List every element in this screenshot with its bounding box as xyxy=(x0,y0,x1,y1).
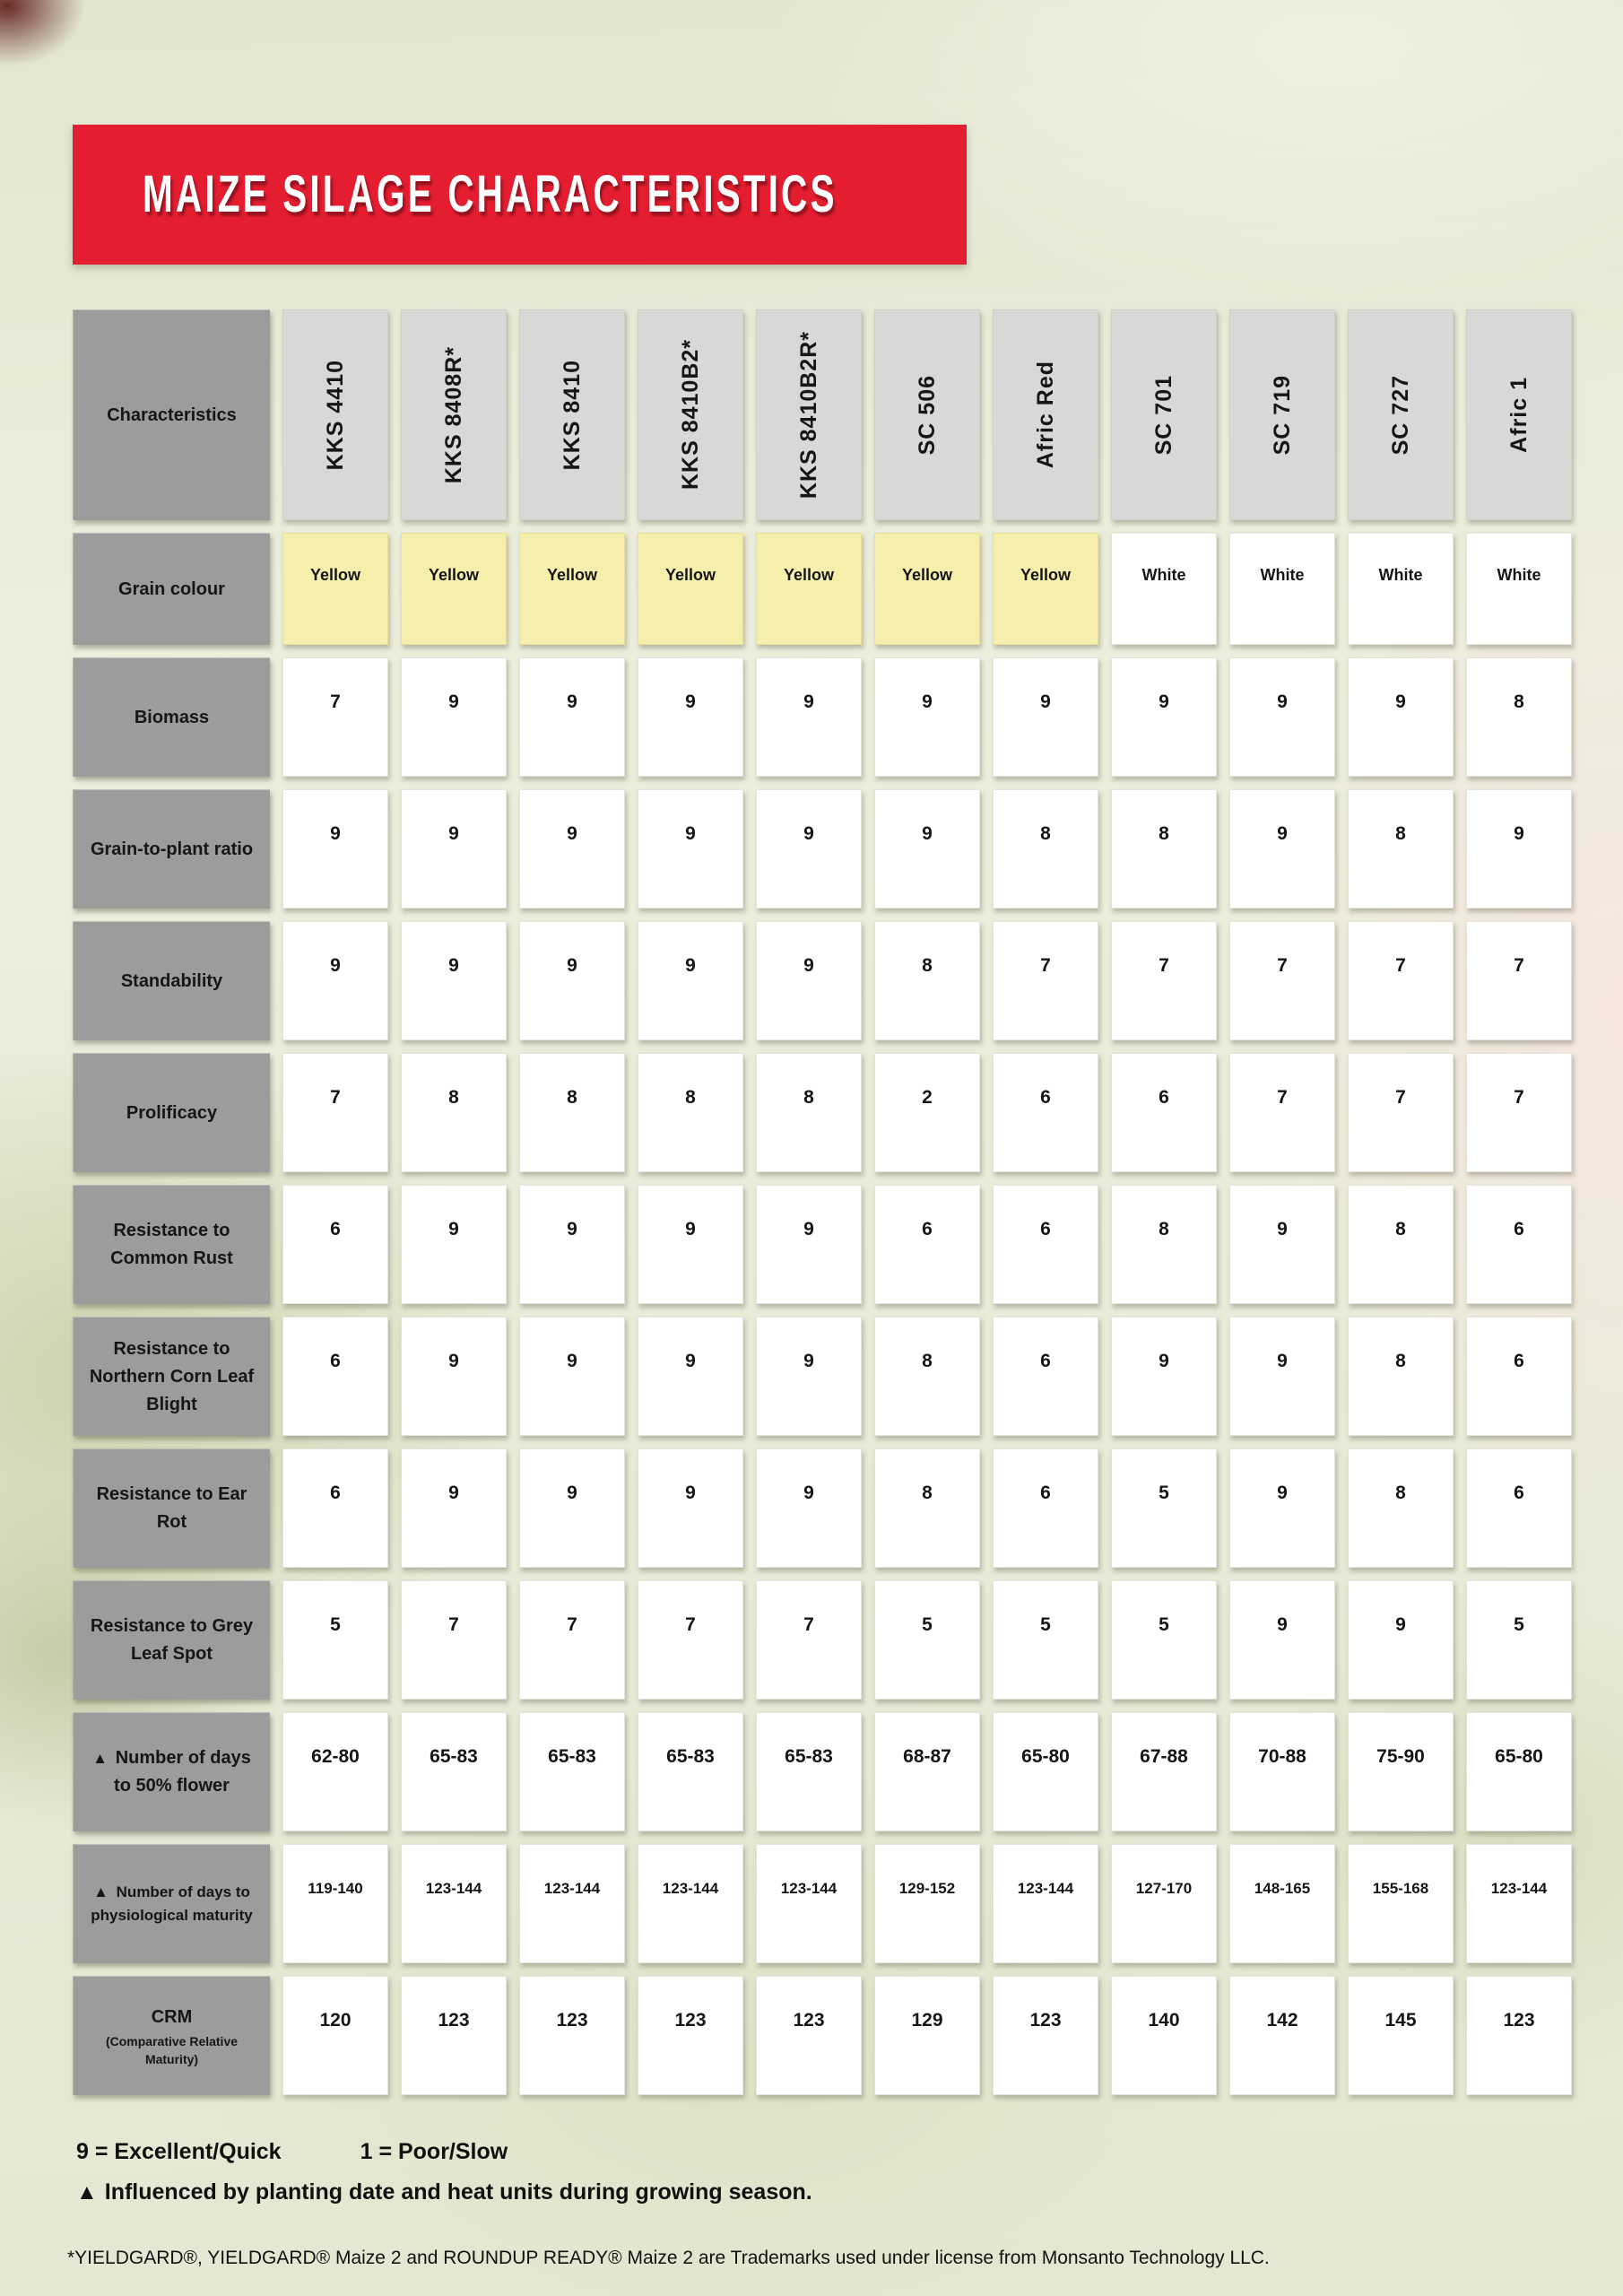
cell-resistance-common-rust-afric-red: 6 xyxy=(993,1185,1098,1304)
cell-standability-sc-719: 7 xyxy=(1229,921,1335,1040)
row-label: Standability xyxy=(120,970,223,991)
cell-biomass-sc-701: 9 xyxy=(1111,657,1217,777)
cell-resistance-ear-rot-sc-727: 8 xyxy=(1348,1448,1454,1568)
row-label-resistance-grey-leaf-spot xyxy=(73,1580,270,1700)
triangle-icon: ▲ xyxy=(76,2180,98,2205)
variety-header-label: SC 506 xyxy=(914,374,940,456)
cell-resistance-ear-rot-afric-1: 6 xyxy=(1466,1448,1572,1568)
cell-grain-colour-kks-8410: Yellow xyxy=(519,533,625,645)
cell-biomass-afric-1: 8 xyxy=(1466,657,1572,777)
cell-resistance-grey-leaf-spot-sc-701: 5 xyxy=(1111,1580,1217,1700)
cell-grain-to-plant-ratio-afric-1: 9 xyxy=(1466,789,1572,909)
cell-grain-to-plant-ratio-kks-8410b2r-: 9 xyxy=(756,789,862,909)
cell-prolificacy-afric-red: 6 xyxy=(993,1053,1098,1172)
cell-crm-kks-8408r-: 123 xyxy=(401,1976,507,2095)
variety-header-label: KKS 8410B2R* xyxy=(795,330,821,500)
legend-poor: 1 = Poor/Slow xyxy=(360,2139,508,2164)
cell-resistance-grey-leaf-spot-kks-8410b2-: 7 xyxy=(638,1580,743,1700)
cell-grain-to-plant-ratio-sc-506: 9 xyxy=(874,789,980,909)
note-text: Influenced by planting date and heat units during growing season. xyxy=(104,2179,812,2205)
cell-crm-kks-8410: 123 xyxy=(519,1976,625,2095)
variety-header-sc-506 xyxy=(874,309,980,520)
triangle-icon: ▲ xyxy=(92,1750,112,1767)
cell-resistance-common-rust-kks-8410b2r-: 9 xyxy=(756,1185,862,1304)
row-label-text xyxy=(118,576,225,604)
cell-crm-sc-719: 142 xyxy=(1229,1976,1335,2095)
cell-resistance-northern-corn-leaf-blight-afric-1: 6 xyxy=(1466,1317,1572,1436)
row-label-text xyxy=(121,968,222,996)
row-label-resistance-ear-rot xyxy=(73,1448,270,1568)
cell-resistance-common-rust-sc-701: 8 xyxy=(1111,1185,1217,1304)
cell-biomass-kks-8410b2r-: 9 xyxy=(756,657,862,777)
planting-date-note xyxy=(76,2179,812,2205)
cell-resistance-northern-corn-leaf-blight-sc-727: 8 xyxy=(1348,1317,1454,1436)
cell-resistance-northern-corn-leaf-blight-afric-red: 6 xyxy=(993,1317,1098,1436)
variety-header-sc-727 xyxy=(1348,309,1454,520)
cell-biomass-sc-727: 9 xyxy=(1348,657,1454,777)
row-label-text xyxy=(86,1881,257,1928)
cell-resistance-ear-rot-sc-701: 5 xyxy=(1111,1448,1217,1568)
cell-resistance-ear-rot-kks-8410: 9 xyxy=(519,1448,625,1568)
row-label-days-to-physiological-maturity xyxy=(73,1844,270,1963)
cell-biomass-kks-8408r-: 9 xyxy=(401,657,507,777)
cell-resistance-common-rust-kks-8408r-: 9 xyxy=(401,1185,507,1304)
row-label-text xyxy=(86,1744,257,1800)
cell-prolificacy-sc-701: 6 xyxy=(1111,1053,1217,1172)
cell-crm-afric-red: 123 xyxy=(993,1976,1098,2095)
cell-prolificacy-kks-8408r-: 8 xyxy=(401,1053,507,1172)
cell-days-to-physiological-maturity-sc-701: 127-170 xyxy=(1111,1844,1217,1963)
cell-resistance-common-rust-kks-4410: 6 xyxy=(282,1185,388,1304)
cell-resistance-ear-rot-kks-8410b2-: 9 xyxy=(638,1448,743,1568)
cell-grain-to-plant-ratio-kks-8410: 9 xyxy=(519,789,625,909)
cell-prolificacy-kks-8410b2r-: 8 xyxy=(756,1053,862,1172)
variety-header-sc-719 xyxy=(1229,309,1335,520)
cell-crm-sc-727: 145 xyxy=(1348,1976,1454,2095)
cell-crm-afric-1: 123 xyxy=(1466,1976,1572,2095)
row-label: Resistance to Grey Leaf Spot xyxy=(90,1616,254,1664)
cell-days-to-50-flower-kks-4410: 62-80 xyxy=(282,1712,388,1831)
cell-days-to-physiological-maturity-sc-719: 148-165 xyxy=(1229,1844,1335,1963)
cell-resistance-northern-corn-leaf-blight-kks-8410b2r-: 9 xyxy=(756,1317,862,1436)
cell-standability-kks-4410: 9 xyxy=(282,921,388,1040)
variety-header-label: Afric Red xyxy=(1032,361,1058,469)
cell-biomass-kks-8410b2-: 9 xyxy=(638,657,743,777)
cell-biomass-sc-506: 9 xyxy=(874,657,980,777)
cell-biomass-kks-8410: 9 xyxy=(519,657,625,777)
cell-standability-sc-701: 7 xyxy=(1111,921,1217,1040)
cell-resistance-northern-corn-leaf-blight-sc-701: 9 xyxy=(1111,1317,1217,1436)
row-label-biomass xyxy=(73,657,270,777)
row-label-text xyxy=(86,1613,257,1668)
cell-prolificacy-kks-8410: 8 xyxy=(519,1053,625,1172)
row-label-text xyxy=(126,1100,217,1127)
cell-grain-to-plant-ratio-afric-red: 8 xyxy=(993,789,1098,909)
cell-grain-colour-afric-1: White xyxy=(1466,533,1572,645)
cell-resistance-ear-rot-sc-719: 9 xyxy=(1229,1448,1335,1568)
row-label: Resistance to Common Rust xyxy=(110,1221,233,1268)
cell-standability-kks-8410: 9 xyxy=(519,921,625,1040)
variety-header-afric-red xyxy=(993,309,1098,520)
cell-resistance-grey-leaf-spot-afric-1: 5 xyxy=(1466,1580,1572,1700)
cell-grain-to-plant-ratio-kks-8408r-: 9 xyxy=(401,789,507,909)
rating-legend xyxy=(76,2139,508,2165)
variety-header-label: SC 719 xyxy=(1269,374,1295,456)
cell-crm-kks-8410b2r-: 123 xyxy=(756,1976,862,2095)
cell-grain-colour-kks-8408r-: Yellow xyxy=(401,533,507,645)
cell-resistance-common-rust-sc-727: 8 xyxy=(1348,1185,1454,1304)
cell-days-to-50-flower-kks-8410: 65-83 xyxy=(519,1712,625,1831)
variety-header-label: SC 727 xyxy=(1387,374,1413,456)
title-banner xyxy=(73,125,967,265)
cell-days-to-physiological-maturity-sc-506: 129-152 xyxy=(874,1844,980,1963)
variety-header-afric-1 xyxy=(1466,309,1572,520)
cell-resistance-grey-leaf-spot-sc-727: 9 xyxy=(1348,1580,1454,1700)
row-label-days-to-50-flower xyxy=(73,1712,270,1831)
cell-resistance-northern-corn-leaf-blight-kks-8410: 9 xyxy=(519,1317,625,1436)
cell-resistance-grey-leaf-spot-kks-8410b2r-: 7 xyxy=(756,1580,862,1700)
cell-crm-sc-506: 129 xyxy=(874,1976,980,2095)
cell-resistance-ear-rot-afric-red: 6 xyxy=(993,1448,1098,1568)
maize-silage-characteristics-table xyxy=(73,309,1572,2095)
row-label: Grain-to-plant ratio xyxy=(90,839,254,859)
variety-header-kks-8410 xyxy=(519,309,625,520)
cell-prolificacy-kks-4410: 7 xyxy=(282,1053,388,1172)
cell-resistance-grey-leaf-spot-kks-8410: 7 xyxy=(519,1580,625,1700)
cell-grain-to-plant-ratio-sc-727: 8 xyxy=(1348,789,1454,909)
cell-days-to-50-flower-sc-506: 68-87 xyxy=(874,1712,980,1831)
variety-header-sc-701 xyxy=(1111,309,1217,520)
cell-resistance-common-rust-kks-8410b2-: 9 xyxy=(638,1185,743,1304)
variety-header-label: Afric 1 xyxy=(1506,377,1532,453)
cell-days-to-physiological-maturity-afric-1: 123-144 xyxy=(1466,1844,1572,1963)
cell-grain-colour-kks-8410b2r-: Yellow xyxy=(756,533,862,645)
cell-days-to-50-flower-afric-red: 65-80 xyxy=(993,1712,1098,1831)
cell-resistance-common-rust-afric-1: 6 xyxy=(1466,1185,1572,1304)
row-sublabel: (Comparative Relative Maturity) xyxy=(105,2033,239,2066)
cell-days-to-50-flower-kks-8410b2r-: 65-83 xyxy=(756,1712,862,1831)
row-label: Resistance to Ear Rot xyxy=(96,1484,247,1532)
cell-grain-colour-sc-506: Yellow xyxy=(874,533,980,645)
page-title: MAIZE SILAGE CHARACTERISTICS xyxy=(143,165,838,224)
row-label: Number of days to physiological maturity xyxy=(91,1883,253,1924)
cell-resistance-ear-rot-kks-8408r-: 9 xyxy=(401,1448,507,1568)
row-label-resistance-common-rust xyxy=(73,1185,270,1304)
cell-days-to-physiological-maturity-kks-8410b2r-: 123-144 xyxy=(756,1844,862,1963)
cell-days-to-physiological-maturity-kks-8408r-: 123-144 xyxy=(401,1844,507,1963)
cell-resistance-grey-leaf-spot-sc-719: 9 xyxy=(1229,1580,1335,1700)
variety-header-label: KKS 8410B2* xyxy=(677,339,703,491)
trademark-footnote: *YIELDGARD®, YIELDGARD® Maize 2 and ROUNDUP READY® Maize 2 are Trademarks used under license from Monsanto Technology LLC. xyxy=(67,2248,1270,2268)
variety-header-label: KKS 8410 xyxy=(559,359,585,471)
cell-grain-colour-afric-red: Yellow xyxy=(993,533,1098,645)
cell-days-to-physiological-maturity-afric-red: 123-144 xyxy=(993,1844,1098,1963)
cell-resistance-grey-leaf-spot-afric-red: 5 xyxy=(993,1580,1098,1700)
cell-biomass-afric-red: 9 xyxy=(993,657,1098,777)
cell-resistance-common-rust-sc-506: 6 xyxy=(874,1185,980,1304)
cell-standability-kks-8410b2r-: 9 xyxy=(756,921,862,1040)
cell-standability-kks-8408r-: 9 xyxy=(401,921,507,1040)
cell-resistance-ear-rot-sc-506: 8 xyxy=(874,1448,980,1568)
variety-header-kks-4410 xyxy=(282,309,388,520)
cell-grain-to-plant-ratio-kks-8410b2-: 9 xyxy=(638,789,743,909)
corner-label-characteristics: Characteristics xyxy=(73,309,270,520)
row-label-text xyxy=(86,1217,257,1273)
cell-resistance-northern-corn-leaf-blight-sc-506: 8 xyxy=(874,1317,980,1436)
row-label-resistance-northern-corn-leaf-blight xyxy=(73,1317,270,1436)
cell-grain-to-plant-ratio-sc-701: 8 xyxy=(1111,789,1217,909)
variety-header-label: KKS 4410 xyxy=(322,359,348,471)
cell-resistance-common-rust-kks-8410: 9 xyxy=(519,1185,625,1304)
triangle-icon: ▲ xyxy=(93,1883,113,1900)
cell-days-to-physiological-maturity-kks-4410: 119-140 xyxy=(282,1844,388,1963)
cell-days-to-physiological-maturity-kks-8410b2-: 123-144 xyxy=(638,1844,743,1963)
legend-excellent: 9 = Excellent/Quick xyxy=(76,2139,282,2164)
cell-resistance-northern-corn-leaf-blight-kks-8408r-: 9 xyxy=(401,1317,507,1436)
cell-days-to-50-flower-sc-719: 70-88 xyxy=(1229,1712,1335,1831)
cell-biomass-sc-719: 9 xyxy=(1229,657,1335,777)
variety-header-label: SC 701 xyxy=(1150,374,1176,456)
row-label-grain-to-plant-ratio xyxy=(73,789,270,909)
variety-header-kks-8410b2- xyxy=(638,309,743,520)
cell-biomass-kks-4410: 7 xyxy=(282,657,388,777)
row-label: Grain colour xyxy=(118,578,225,599)
row-label: CRM xyxy=(151,2006,193,2027)
variety-header-label: KKS 8408R* xyxy=(440,345,466,484)
cell-days-to-50-flower-kks-8408r-: 65-83 xyxy=(401,1712,507,1831)
row-label: Prolificacy xyxy=(126,1102,218,1123)
cell-resistance-northern-corn-leaf-blight-kks-8410b2-: 9 xyxy=(638,1317,743,1436)
cell-prolificacy-sc-719: 7 xyxy=(1229,1053,1335,1172)
cell-crm-kks-8410b2-: 123 xyxy=(638,1976,743,2095)
row-label-text xyxy=(86,1481,257,1536)
cell-days-to-physiological-maturity-kks-8410: 123-144 xyxy=(519,1844,625,1963)
cell-standability-sc-506: 8 xyxy=(874,921,980,1040)
cell-grain-to-plant-ratio-kks-4410: 9 xyxy=(282,789,388,909)
cell-days-to-physiological-maturity-sc-727: 155-168 xyxy=(1348,1844,1454,1963)
cell-prolificacy-sc-727: 7 xyxy=(1348,1053,1454,1172)
row-label-text xyxy=(86,1335,257,1419)
cell-resistance-ear-rot-kks-4410: 6 xyxy=(282,1448,388,1568)
cell-crm-kks-4410: 120 xyxy=(282,1976,388,2095)
cell-grain-colour-sc-719: White xyxy=(1229,533,1335,645)
cell-resistance-ear-rot-kks-8410b2r-: 9 xyxy=(756,1448,862,1568)
cell-days-to-50-flower-kks-8410b2-: 65-83 xyxy=(638,1712,743,1831)
row-label: Resistance to Northern Corn Leaf Blight xyxy=(89,1338,255,1414)
cell-resistance-northern-corn-leaf-blight-kks-4410: 6 xyxy=(282,1317,388,1436)
cell-days-to-50-flower-afric-1: 65-80 xyxy=(1466,1712,1572,1831)
cell-resistance-grey-leaf-spot-sc-506: 5 xyxy=(874,1580,980,1700)
cell-resistance-common-rust-sc-719: 9 xyxy=(1229,1185,1335,1304)
row-label: Number of days to 50% flower xyxy=(114,1748,251,1796)
cell-grain-colour-sc-727: White xyxy=(1348,533,1454,645)
row-label-crm xyxy=(73,1976,270,2095)
cell-standability-sc-727: 7 xyxy=(1348,921,1454,1040)
cell-grain-colour-sc-701: White xyxy=(1111,533,1217,645)
row-label-prolificacy xyxy=(73,1053,270,1172)
cell-standability-afric-red: 7 xyxy=(993,921,1098,1040)
cell-resistance-northern-corn-leaf-blight-sc-719: 9 xyxy=(1229,1317,1335,1436)
cell-prolificacy-sc-506: 2 xyxy=(874,1053,980,1172)
cell-grain-to-plant-ratio-sc-719: 9 xyxy=(1229,789,1335,909)
row-label-text xyxy=(135,704,209,732)
cell-resistance-grey-leaf-spot-kks-8408r-: 7 xyxy=(401,1580,507,1700)
cell-resistance-grey-leaf-spot-kks-4410: 5 xyxy=(282,1580,388,1700)
row-label: Biomass xyxy=(134,707,210,727)
row-label-standability xyxy=(73,921,270,1040)
cell-standability-kks-8410b2-: 9 xyxy=(638,921,743,1040)
cell-days-to-50-flower-sc-701: 67-88 xyxy=(1111,1712,1217,1831)
cell-grain-colour-kks-8410b2-: Yellow xyxy=(638,533,743,645)
row-label-text xyxy=(152,2004,193,2031)
cell-prolificacy-afric-1: 7 xyxy=(1466,1053,1572,1172)
cell-standability-afric-1: 7 xyxy=(1466,921,1572,1040)
cell-crm-sc-701: 140 xyxy=(1111,1976,1217,2095)
variety-header-kks-8410b2r- xyxy=(756,309,862,520)
cell-days-to-50-flower-sc-727: 75-90 xyxy=(1348,1712,1454,1831)
cell-prolificacy-kks-8410b2-: 8 xyxy=(638,1053,743,1172)
cell-grain-colour-kks-4410: Yellow xyxy=(282,533,388,645)
row-label-text xyxy=(91,836,253,864)
row-label-grain-colour xyxy=(73,533,270,645)
variety-header-kks-8408r- xyxy=(401,309,507,520)
